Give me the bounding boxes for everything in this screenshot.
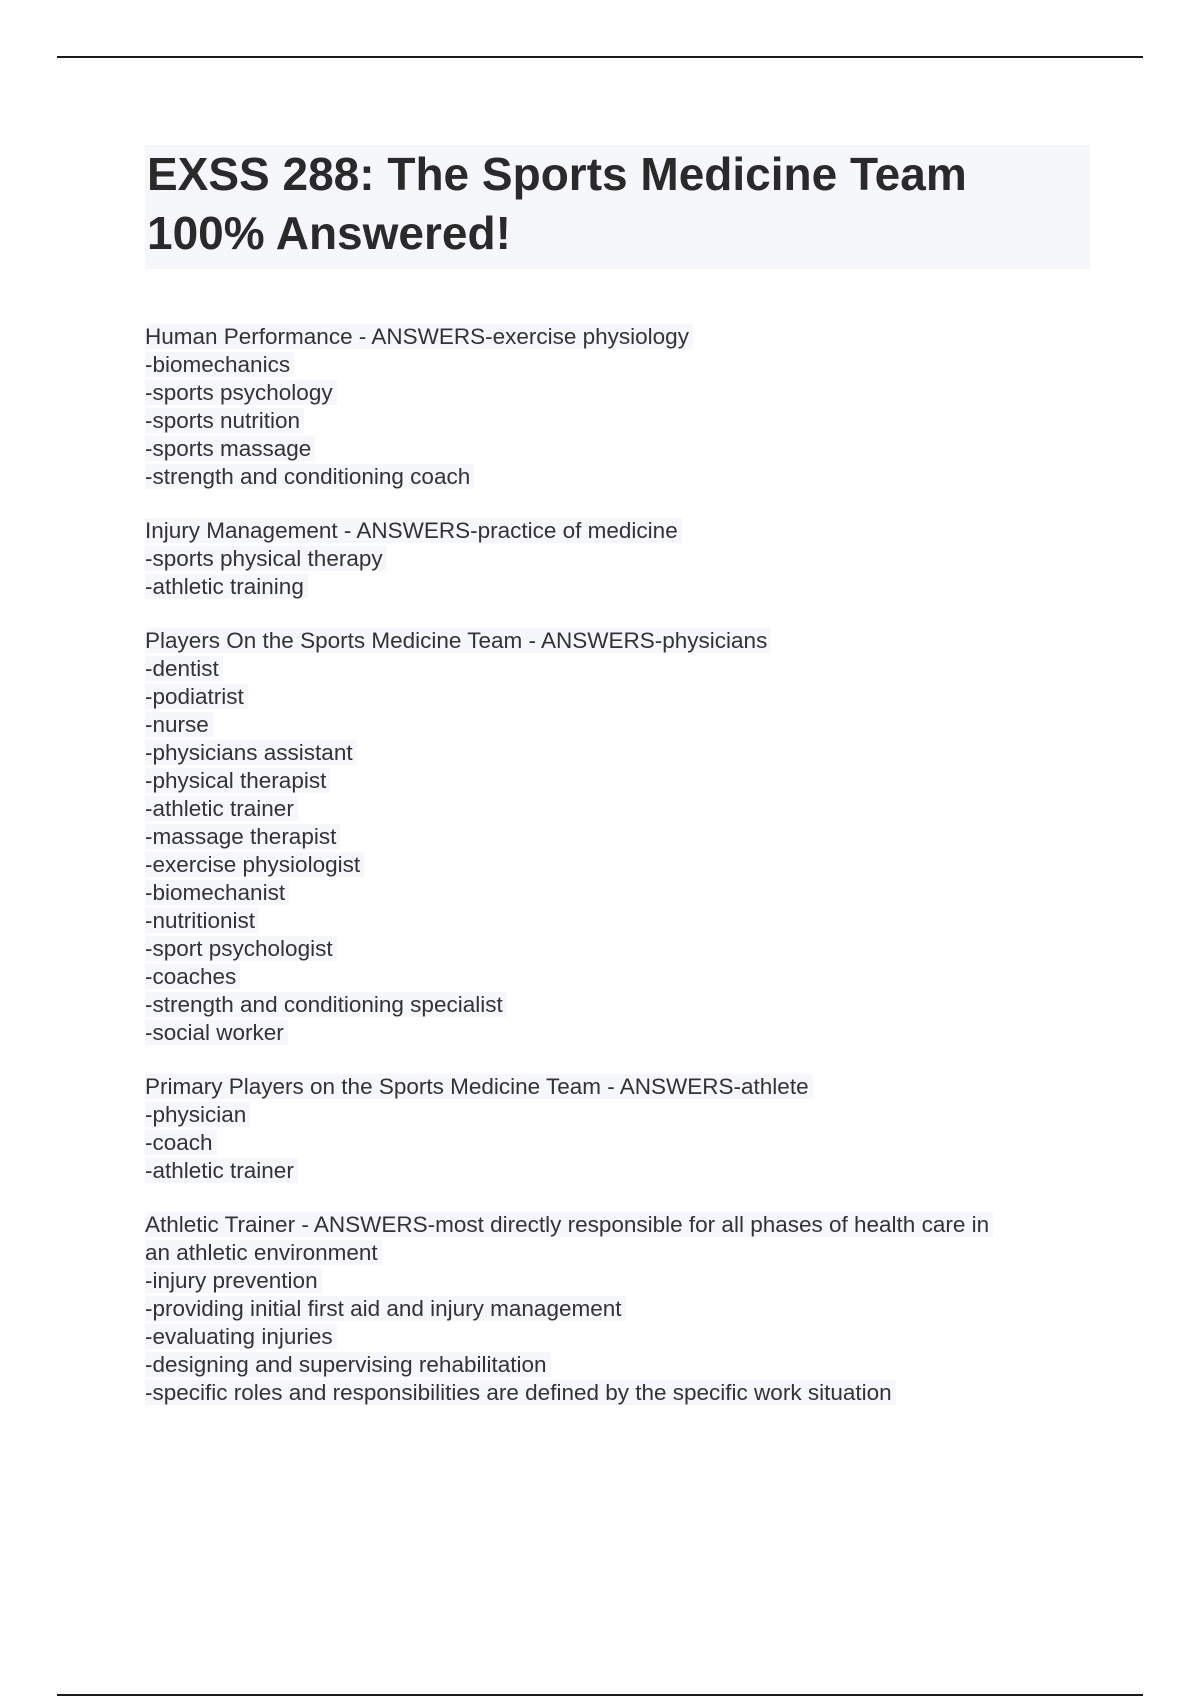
qa-answer-line	[145, 963, 1090, 991]
qa-line-text: -dentist	[145, 656, 223, 681]
qa-answer-line	[145, 879, 1090, 907]
qa-answer-line	[145, 1323, 1090, 1351]
qa-question-line	[145, 517, 1090, 545]
qa-line-text: -specific roles and responsibilities are defined by the specific work situation	[145, 1380, 896, 1405]
qa-answer-line	[145, 1239, 1090, 1267]
qa-answer-line	[145, 1129, 1090, 1157]
qa-line-text: -strength and conditioning coach	[145, 464, 474, 489]
qa-entry	[145, 517, 1090, 601]
qa-line-text: -biomechanics	[145, 352, 294, 377]
qa-line-text: -coaches	[145, 964, 240, 989]
qa-question-line	[145, 627, 1090, 655]
bottom-divider	[57, 1694, 1143, 1696]
qa-line-text: -sport psychologist	[145, 936, 337, 961]
qa-answer-line	[145, 1157, 1090, 1185]
qa-line-text: -evaluating injuries	[145, 1324, 337, 1349]
qa-entry	[145, 323, 1090, 491]
qa-answer-line	[145, 1267, 1090, 1295]
qa-line-text: -social worker	[145, 1020, 288, 1045]
qa-line-text: -athletic trainer	[145, 796, 298, 821]
qa-answer-line	[145, 573, 1090, 601]
qa-question-line	[145, 323, 1090, 351]
qa-answer-line	[145, 767, 1090, 795]
qa-answer-line	[145, 991, 1090, 1019]
qa-line-text: -providing initial first aid and injury management	[145, 1296, 626, 1321]
qa-entries	[145, 323, 1090, 1407]
qa-answer-line	[145, 1101, 1090, 1129]
qa-answer-line	[145, 711, 1090, 739]
qa-line-text: -strength and conditioning specialist	[145, 992, 507, 1017]
qa-answer-line	[145, 463, 1090, 491]
top-divider	[57, 56, 1143, 58]
qa-line-text: -biomechanist	[145, 880, 289, 905]
qa-answer-line	[145, 1379, 1090, 1407]
qa-answer-line	[145, 379, 1090, 407]
qa-line-text: -sports psychology	[145, 380, 337, 405]
qa-line-text: -designing and supervising rehabilitation	[145, 1352, 551, 1377]
qa-line-text: -nurse	[145, 712, 213, 737]
qa-answer-line	[145, 907, 1090, 935]
qa-answer-line	[145, 683, 1090, 711]
document-content	[145, 145, 1090, 1433]
qa-answer-line	[145, 407, 1090, 435]
qa-line-text: -injury prevention	[145, 1268, 322, 1293]
qa-answer-line	[145, 351, 1090, 379]
title-line-2: 100% Answered!	[147, 207, 511, 259]
qa-answer-line	[145, 795, 1090, 823]
qa-entry	[145, 1073, 1090, 1185]
qa-answer-line	[145, 851, 1090, 879]
qa-line-text: -sports nutrition	[145, 408, 304, 433]
qa-line-text: -nutritionist	[145, 908, 259, 933]
qa-line-text: -massage therapist	[145, 824, 340, 849]
qa-line-text: -podiatrist	[145, 684, 248, 709]
qa-answer-line	[145, 823, 1090, 851]
qa-line-text: -athletic training	[145, 574, 308, 599]
qa-line-text: -sports physical therapy	[145, 546, 387, 571]
qa-line-text: Human Performance - ANSWERS-exercise physiology	[145, 324, 693, 349]
qa-line-text: Athletic Trainer - ANSWERS-most directly responsible for all phases of health care in	[145, 1212, 993, 1237]
qa-line-text: -physician	[145, 1102, 250, 1127]
qa-entry	[145, 627, 1090, 1047]
qa-line-text: -coach	[145, 1130, 217, 1155]
qa-entry	[145, 1211, 1090, 1407]
qa-answer-line	[145, 935, 1090, 963]
qa-line-text: Primary Players on the Sports Medicine Team - ANSWERS-athlete	[145, 1074, 813, 1099]
qa-question-line	[145, 1211, 1090, 1239]
qa-answer-line	[145, 739, 1090, 767]
qa-question-line	[145, 1073, 1090, 1101]
qa-line-text: -physicians assistant	[145, 740, 357, 765]
qa-answer-line	[145, 1019, 1090, 1047]
qa-answer-line	[145, 1295, 1090, 1323]
qa-line-text: an athletic environment	[145, 1240, 382, 1265]
qa-line-text: -physical therapist	[145, 768, 330, 793]
qa-answer-line	[145, 655, 1090, 683]
qa-line-text: -exercise physiologist	[145, 852, 364, 877]
qa-line-text: -sports massage	[145, 436, 315, 461]
title-line-1: EXSS 288: The Sports Medicine Team	[147, 148, 967, 200]
qa-answer-line	[145, 435, 1090, 463]
qa-answer-line	[145, 545, 1090, 573]
qa-answer-line	[145, 1351, 1090, 1379]
qa-line-text: Injury Management - ANSWERS-practice of medicine	[145, 518, 682, 543]
qa-line-text: -athletic trainer	[145, 1158, 298, 1183]
qa-line-text: Players On the Sports Medicine Team - ANSWERS-physicians	[145, 628, 771, 653]
document-title	[145, 145, 1090, 269]
